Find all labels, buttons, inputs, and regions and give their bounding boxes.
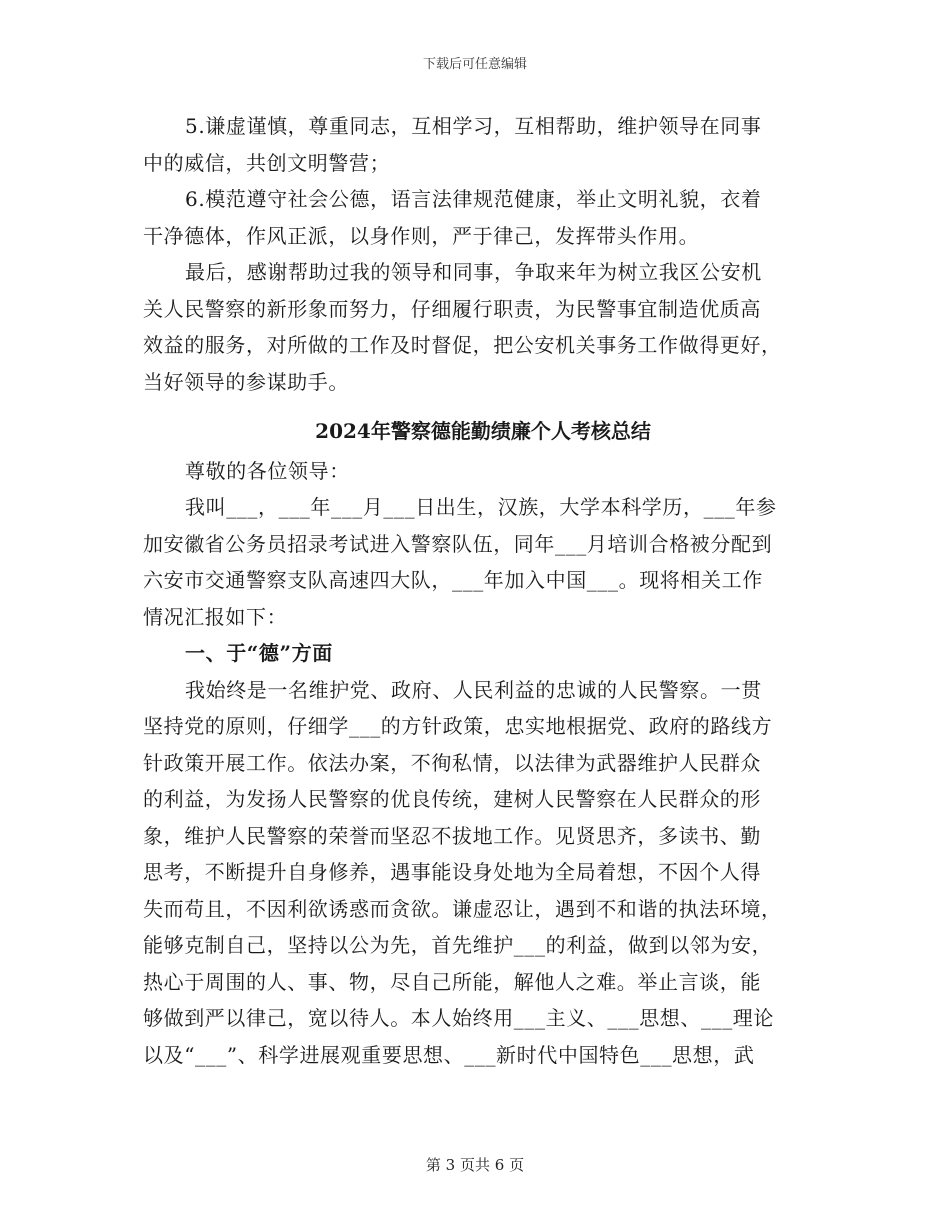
paragraph-line: 以及“___”、科学进展观重要思想、___新时代中国特色___思想，武 — [143, 1042, 755, 1067]
paragraph-line: 最后，感谢帮助过我的领导和同事，争取来年为树立我区公安机 — [185, 260, 762, 284]
paragraph-line: 加安徽省公务员招录考试进入警察队伍，同年___月培训合格被分配到 — [143, 531, 773, 556]
paragraph-line: 中的威信，共创文明警营； — [143, 150, 391, 175]
paragraph-line: 情况汇报如下： — [143, 604, 288, 629]
page-header-note: 下载后可任意编辑 — [422, 57, 527, 72]
salutation: 尊敬的各位领导： — [185, 458, 350, 483]
page-number: 第 3 页共 6 页 — [425, 1156, 525, 1174]
paragraph-line: 热心于周围的人、事、物，尽自己所能，解他人之难。举止言谈，能 — [143, 969, 761, 994]
paragraph-line: 关人民警察的新形象而努力，仔细履行职责，为民警事宜制造优质高 — [143, 296, 761, 321]
paragraph-line: 我始终是一名维护党、政府、人民利益的忠诚的人民警察。一贯 — [185, 677, 762, 702]
paragraph-line: 象，维护人民警察的荣誉而坚忍不拔地工作。见贤思齐，多读书、勤 — [143, 823, 761, 848]
paragraph-line: 效益的服务，对所做的工作及时督促，把公安机关事务工作做得更好， — [143, 333, 782, 357]
paragraph-line: 的利益，为发扬人民警察的优良传统，建树人民警察在人民群众的形 — [143, 787, 761, 811]
document-body — [143, 108, 823, 1073]
paragraph-line: 5.谦虚谨慎，尊重同志，互相学习，互相帮助，维护领导在同事 — [185, 114, 762, 138]
paragraph-line: 干净德体，作风正派，以身作则，严于律己，发挥带头作用。 — [143, 223, 700, 248]
paragraph-line: 失而苟且，不因利欲诱惑而贪欲。谦虚忍让，遇到不和谐的执法环境， — [143, 896, 782, 921]
section-heading: 一、于“德”方面 — [185, 641, 333, 665]
paragraph-line: 能够克制自己，坚持以公为先，首先维护___的利益，做到以邻为安， — [143, 933, 773, 957]
paragraph-line: 六安市交通警察支队高速四大队，___年加入中国___。现将相关工作 — [143, 568, 763, 592]
paragraph-line: 当好领导的参谋助手。 — [143, 369, 349, 394]
paragraph-line: 6.模范遵守社会公德，语言法律规范健康，举止文明礼貌，衣着 — [185, 187, 762, 211]
paragraph-line: 坚持党的原则，仔细学___的方针政策，忠实地根据党、政府的路线方 — [143, 714, 773, 738]
paragraph-line: 够做到严以律己，宽以待人。本人始终用___主义、___思想、___理论 — [143, 1006, 774, 1030]
paragraph-line: 思考，不断提升自身修养，遇事能设身处地为全局着想，不因个人得 — [143, 860, 761, 884]
document-title: 2024年警察德能勤绩廉个人考核总结 — [315, 419, 651, 443]
paragraph-line: 针政策开展工作。依法办案，不徇私情，以法律为武器维护人民群众 — [143, 750, 761, 775]
paragraph-line: 我叫___，___年___月___日出生，汉族，大学本科学历，___年参 — [185, 495, 777, 519]
